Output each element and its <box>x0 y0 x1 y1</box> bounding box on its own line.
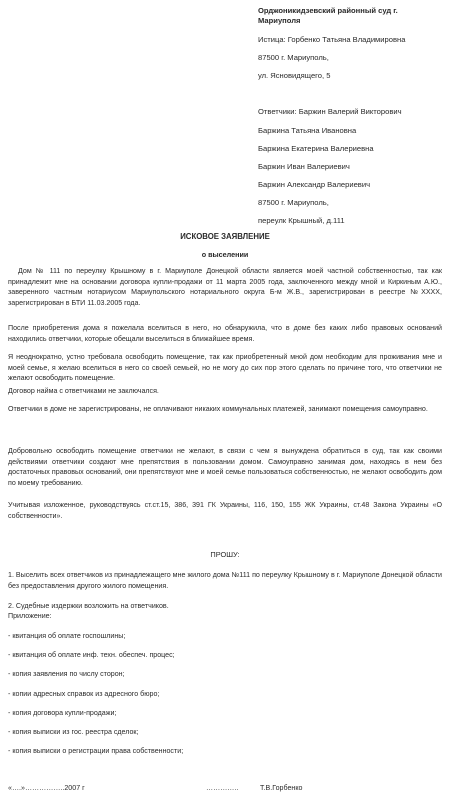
paragraph-legal-basis: Учитывая изложенное, руководствуясь ст.ст.15, 386, 391 ГК Украины, 116, 150, 155 ЖК Украины, ст.48 Закона Украины «О собственности». <box>8 501 442 520</box>
request-item: 1. Выселить всех ответчиков из принадлежащего мне жилого дома №111 по переулку Крышному в г. Мариуполе Донецкой области без предоставления другого жилого помещения. <box>8 571 442 590</box>
defendants-street: переулк Крышный, д.111 <box>258 216 345 225</box>
defendant-item: Баржин Александр Валериевич <box>258 180 371 189</box>
attachment-item: - копии адресных справок из адресного бюро; <box>8 690 160 698</box>
attachment-item: - копия договора купли-продажи; <box>8 709 117 717</box>
plaintiff-city: 87500 г. Мариуполь, <box>258 53 329 62</box>
attachment-item: - квитанция об оплате инф. техн. обеспеч. процес; <box>8 651 175 659</box>
paragraph-unregistered: Ответчики в доме не зарегистрированы, не оплачивают никаких коммунальных платежей, занимают помещения самоуправно. <box>8 405 428 413</box>
plaintiff-street: ул. Ясновидящего, 5 <box>258 71 331 80</box>
attachments-label: Приложение: <box>8 612 52 620</box>
signature-name: Т.В.Горбенко <box>260 784 303 792</box>
defendants-city: 87500 г. Мариуполь, <box>258 198 329 207</box>
request-heading: ПРОШУ: <box>210 550 240 559</box>
paragraph-no-lease: Договор найма с ответчиками не заключался. <box>8 387 159 395</box>
signature-date: «….»……………..2007 г <box>8 784 85 792</box>
attachment-item: - квитанция об оплате госпошлины; <box>8 632 126 640</box>
paragraph-ownership: Дом № 111 по переулку Крышному в г. Мариуполе Донецкой области является моей частной собственностью, так как принадлежит мне на основании договора купли-продажи от 11 марта 2005 года, заключенного между мной и Киркиным А.Ю., заверенного частным нотариусом Мариупольского нотариального округа Б-м Ж.В., зарегистрирован в реестре №XXXX, зарегистрирован в БТИ 11.03.2005 года. <box>8 267 442 307</box>
request-item: 2. Судебные издержки возложить на ответчиков. <box>8 602 169 610</box>
defendant-item: Баржин Иван Валериевич <box>258 162 350 171</box>
paragraph-demands: Я неоднократно, устно требовала освободить помещение, так как приобретенный мной дом необходим для проживания мне и моей семье, я желаю вселиться в него со своей семьей, но не могу до сих пор этого сделать по причине того, что ответчики не желают освободить помещение. <box>8 353 442 383</box>
attachment-item: - копия выписки о регистрации права собственности; <box>8 747 184 755</box>
attachment-item: - копия заявления по числу сторон; <box>8 670 125 678</box>
defendant-item: Баржина Екатерина Валериевна <box>258 144 374 153</box>
court-name-line-1: Орджоникидзевский районный суд г. <box>258 6 398 15</box>
paragraph-discovery: После приобретения дома я пожелала вселиться в него, но обнаружила, что в доме без каких либо правовых оснований находились ответчики, которые обещали выселиться в ближайшее время. <box>8 324 442 343</box>
attachment-item: - копия выписки из гос. реестра сделок; <box>8 728 139 736</box>
document-subtitle: о выселении <box>201 250 249 259</box>
court-name-line-2: Мариуполя <box>258 16 301 25</box>
defendants-label: Ответчики: Баржин Валерий Викторович <box>258 107 402 116</box>
plaintiff-name: Истица: Горбенко Татьяна Владимировна <box>258 35 406 44</box>
defendant-item: Баржина Татьяна Ивановна <box>258 126 357 135</box>
paragraph-refusal: Добровольно освободить помещение ответчики не желают, в связи с чем я вынуждена обратиться в суд, так как своими действиями ответчики создают мне препятствия в пользовании домом. Самоуправно занимая дом, находясь в нем без достаточных правовых оснований, они препятствуют мне и моей семье пользоваться собственностью, не желают освободить дом по моему требованию. <box>8 447 442 487</box>
document-title: ИСКОВОЕ ЗАЯВЛЕНИЕ <box>180 232 270 241</box>
signature-line: ………….. <box>206 784 239 792</box>
